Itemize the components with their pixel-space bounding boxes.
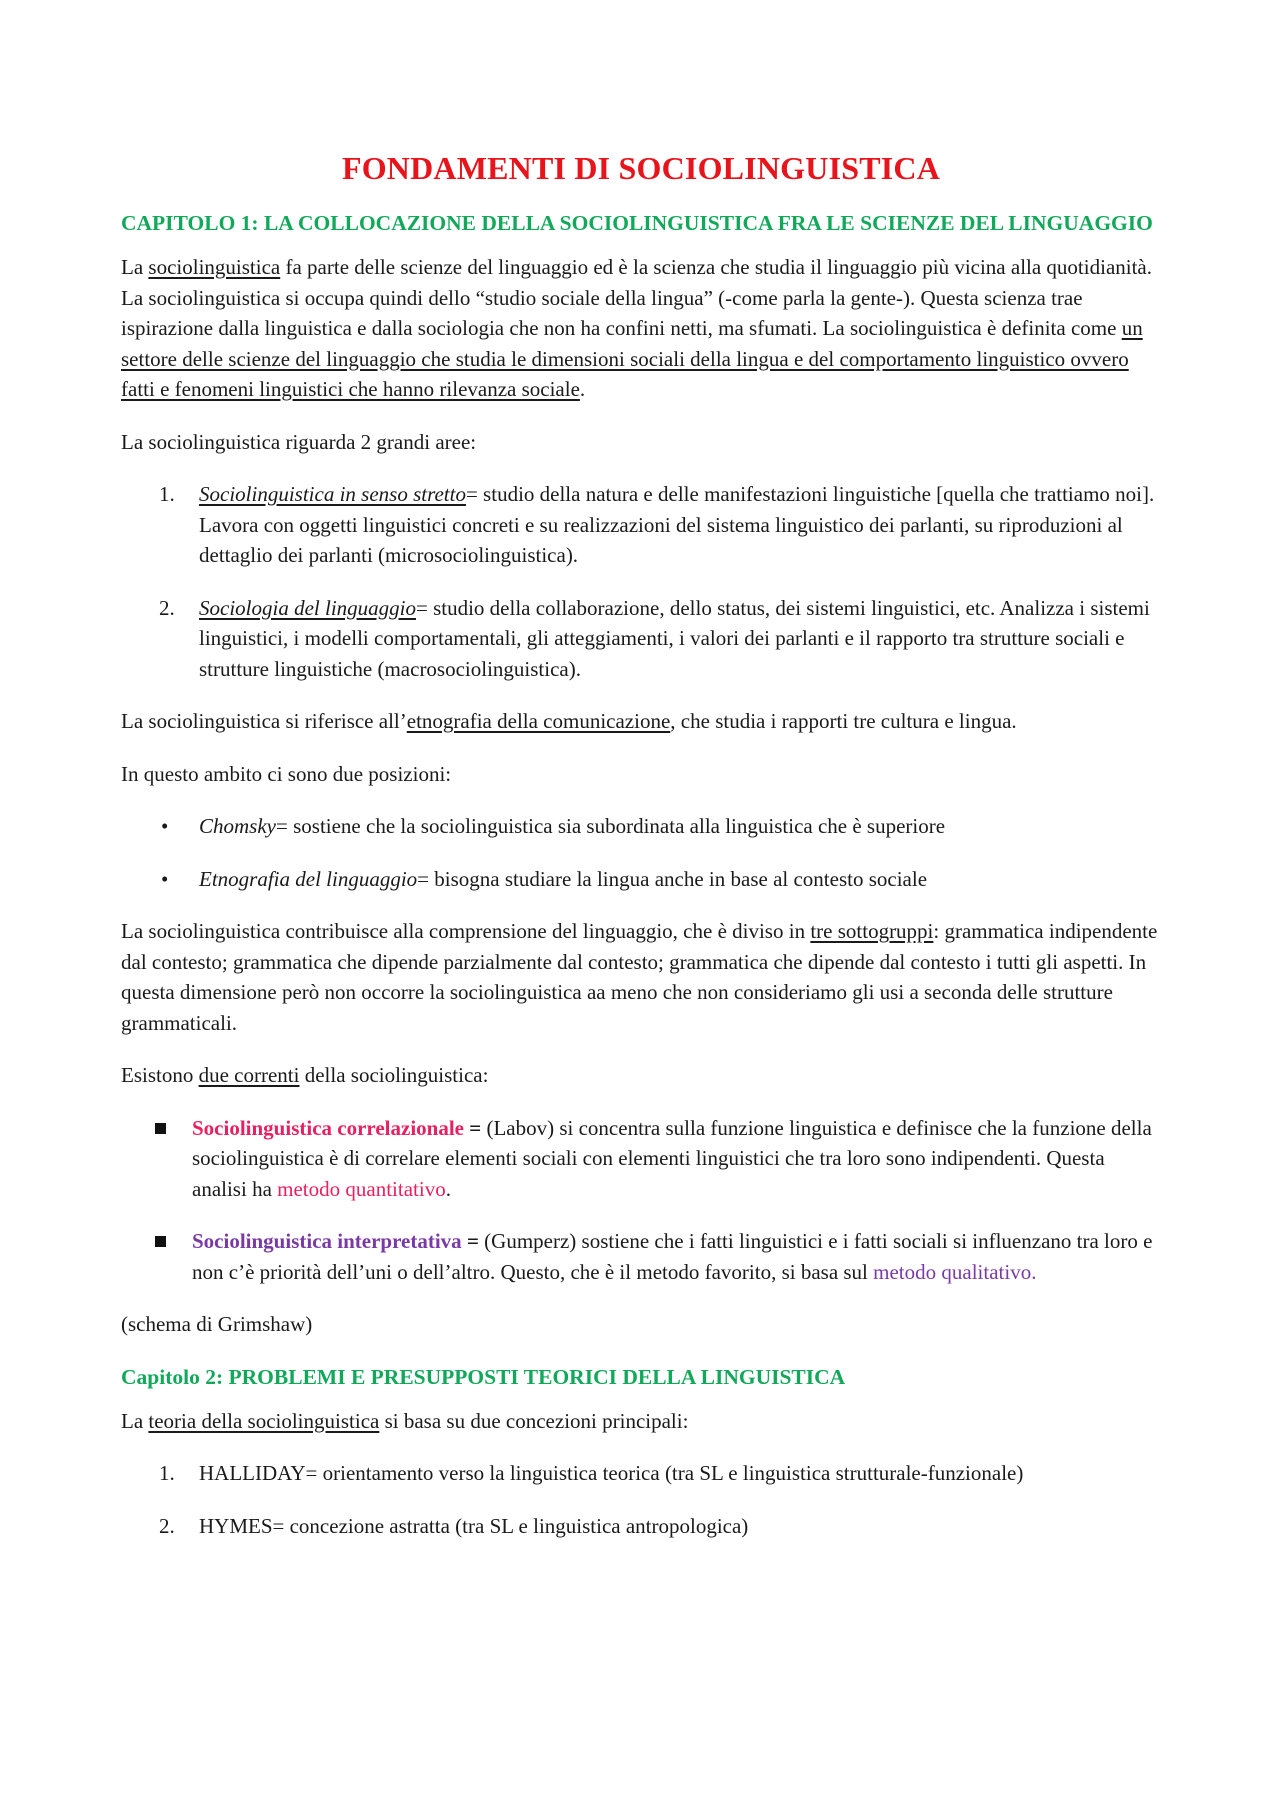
current-term: Sociolinguistica correlazionale xyxy=(192,1115,464,1140)
list-item: Sociolinguistica correlazionale = (Labov) si concentra sulla funzione linguistica e definisce che la funzione della sociolinguistica è di correlare elementi sociali con elementi linguistici che tra loro sono indipendenti. Questa analisi ha metodo quantitativo. xyxy=(121,1113,1161,1205)
definition-underlined: un settore delle scienze del linguaggio che studia le dimensioni sociali della lingua e del comportamento linguistico ovvero fatti e fenomeni linguistici che hanno rilevanza sociale xyxy=(121,316,1143,401)
areas-list xyxy=(121,479,1161,684)
list-number: 1. xyxy=(159,482,175,506)
area-term: Sociolinguistica in senso stretto xyxy=(199,482,466,506)
position-term: Chomsky xyxy=(199,814,276,838)
chapter-2-heading: Capitolo 2: PROBLEMI E PRESUPPOSTI TEORICI DELLA LINGUISTICA xyxy=(121,1364,846,1389)
list-number: 2. xyxy=(159,595,175,620)
method-label: metodo quantitativo xyxy=(277,1176,446,1201)
list-item: 2. Sociologia del linguaggio= studio della collaborazione, dello status, dei sistemi linguistici, etc. Analizza i sistemi linguistici, i modelli comportamentali, gli atteggiamenti, i valori dei parlanti e il rapporto tra strutture sociali e strutture linguistiche (macrosociolinguistica). xyxy=(121,593,1161,685)
chapter-2-paragraph-1: La teoria della sociolinguistica si basa su due concezioni principali: xyxy=(121,1408,689,1433)
list-item: 1. Sociolinguistica in senso stretto= studio della natura e delle manifestazioni linguistiche [quella che trattiamo noi]. Lavora con oggetti linguistici concreti e su realizzazioni del sistema linguistico dei parlanti, su riproduzioni al dettaglio dei parlanti (microsociolinguistica). xyxy=(121,479,1161,571)
bullet-icon: • xyxy=(161,866,169,891)
bullet-icon: • xyxy=(161,814,169,838)
document-title: FONDAMENTI DI SOCIOLINGUISTICA xyxy=(341,150,941,186)
chapter-1-heading: CAPITOLO 1: LA COLLOCAZIONE DELLA SOCIOLINGUISTICA FRA LE SCIENZE DEL LINGUAGGIO xyxy=(121,211,1153,235)
list-item: 2. HYMES= concezione astratta (tra SL e linguistica antropologica) xyxy=(121,1511,1161,1542)
positions-list xyxy=(121,811,1161,894)
concepts-list xyxy=(121,1458,1161,1541)
method-label: metodo qualitativo. xyxy=(873,1259,1037,1284)
chapter-1-paragraph-7: (schema di Grimshaw) xyxy=(121,1312,313,1336)
currents-list xyxy=(121,1113,1161,1288)
area-term: Sociologia del linguaggio xyxy=(199,595,416,620)
list-item: • Chomsky= sostiene che la sociolinguistica sia subordinata alla linguistica che è superiore xyxy=(121,811,1161,842)
chapter-1-paragraph-6: Esistono due correnti della sociolinguistica: xyxy=(121,1063,489,1087)
document-content xyxy=(121,148,1161,1563)
chapter-1-paragraph-3: La sociolinguistica si riferisce all’etnografia della comunicazione, che studia i rapporti tre cultura e lingua. xyxy=(121,709,1017,733)
list-item: 1. HALLIDAY= orientamento verso la linguistica teorica (tra SL e linguistica strutturale-funzionale) xyxy=(121,1458,1161,1489)
list-number: 2. xyxy=(159,1513,175,1538)
square-bullet-icon xyxy=(155,1123,166,1134)
list-item: • Etnografia del linguaggio= bisogna studiare la lingua anche in base al contesto sociale xyxy=(121,864,1161,895)
position-term: Etnografia del linguaggio xyxy=(199,866,418,891)
chapter-1-paragraph-5: La sociolinguistica contribuisce alla comprensione del linguaggio, che è diviso in tre sottogruppi: grammatica indipendente dal contesto; grammatica che dipende parzialmente dal contesto; grammatica che dipende dal contesto i tutti gli aspetti. In questa dimensione però non occorre la sociolinguistica aa meno che non consideriamo gli usi a seconda delle strutture grammaticali. xyxy=(121,919,1158,1035)
square-bullet-icon xyxy=(155,1236,166,1247)
chapter-1-paragraph-4: In questo ambito ci sono due posizioni: xyxy=(121,761,452,786)
chapter-1-paragraph-1: La sociolinguistica fa parte delle scienze del linguaggio ed è la scienza che studia il linguaggio più vicina alla quotidianità. La sociolinguistica si occupa quindi dello “studio sociale della lingua” (-come parla la gente-). Questa scienza trae ispirazione dalla linguistica e dalla sociologia che non ha confini netti, ma sfumati. La sociolinguistica è definita come un settore delle scienze del linguaggio che studia le dimensioni sociali della lingua e del comportamento linguistico ovvero fatti e fenomeni linguistici che hanno rilevanza sociale. xyxy=(121,255,1153,401)
chapter-1-paragraph-2: La sociolinguistica riguarda 2 grandi aree: xyxy=(121,429,477,454)
current-term: Sociolinguistica interpretativa xyxy=(192,1229,462,1253)
list-number: 1. xyxy=(159,1461,175,1485)
list-item: Sociolinguistica interpretativa = (Gumperz) sostiene che i fatti linguistici e i fatti sociali si influenzano tra loro e non c’è priorità dell’uni o dell’altro. Questo, che è il metodo favorito, si basa sul metodo qualitativo. xyxy=(121,1226,1161,1287)
